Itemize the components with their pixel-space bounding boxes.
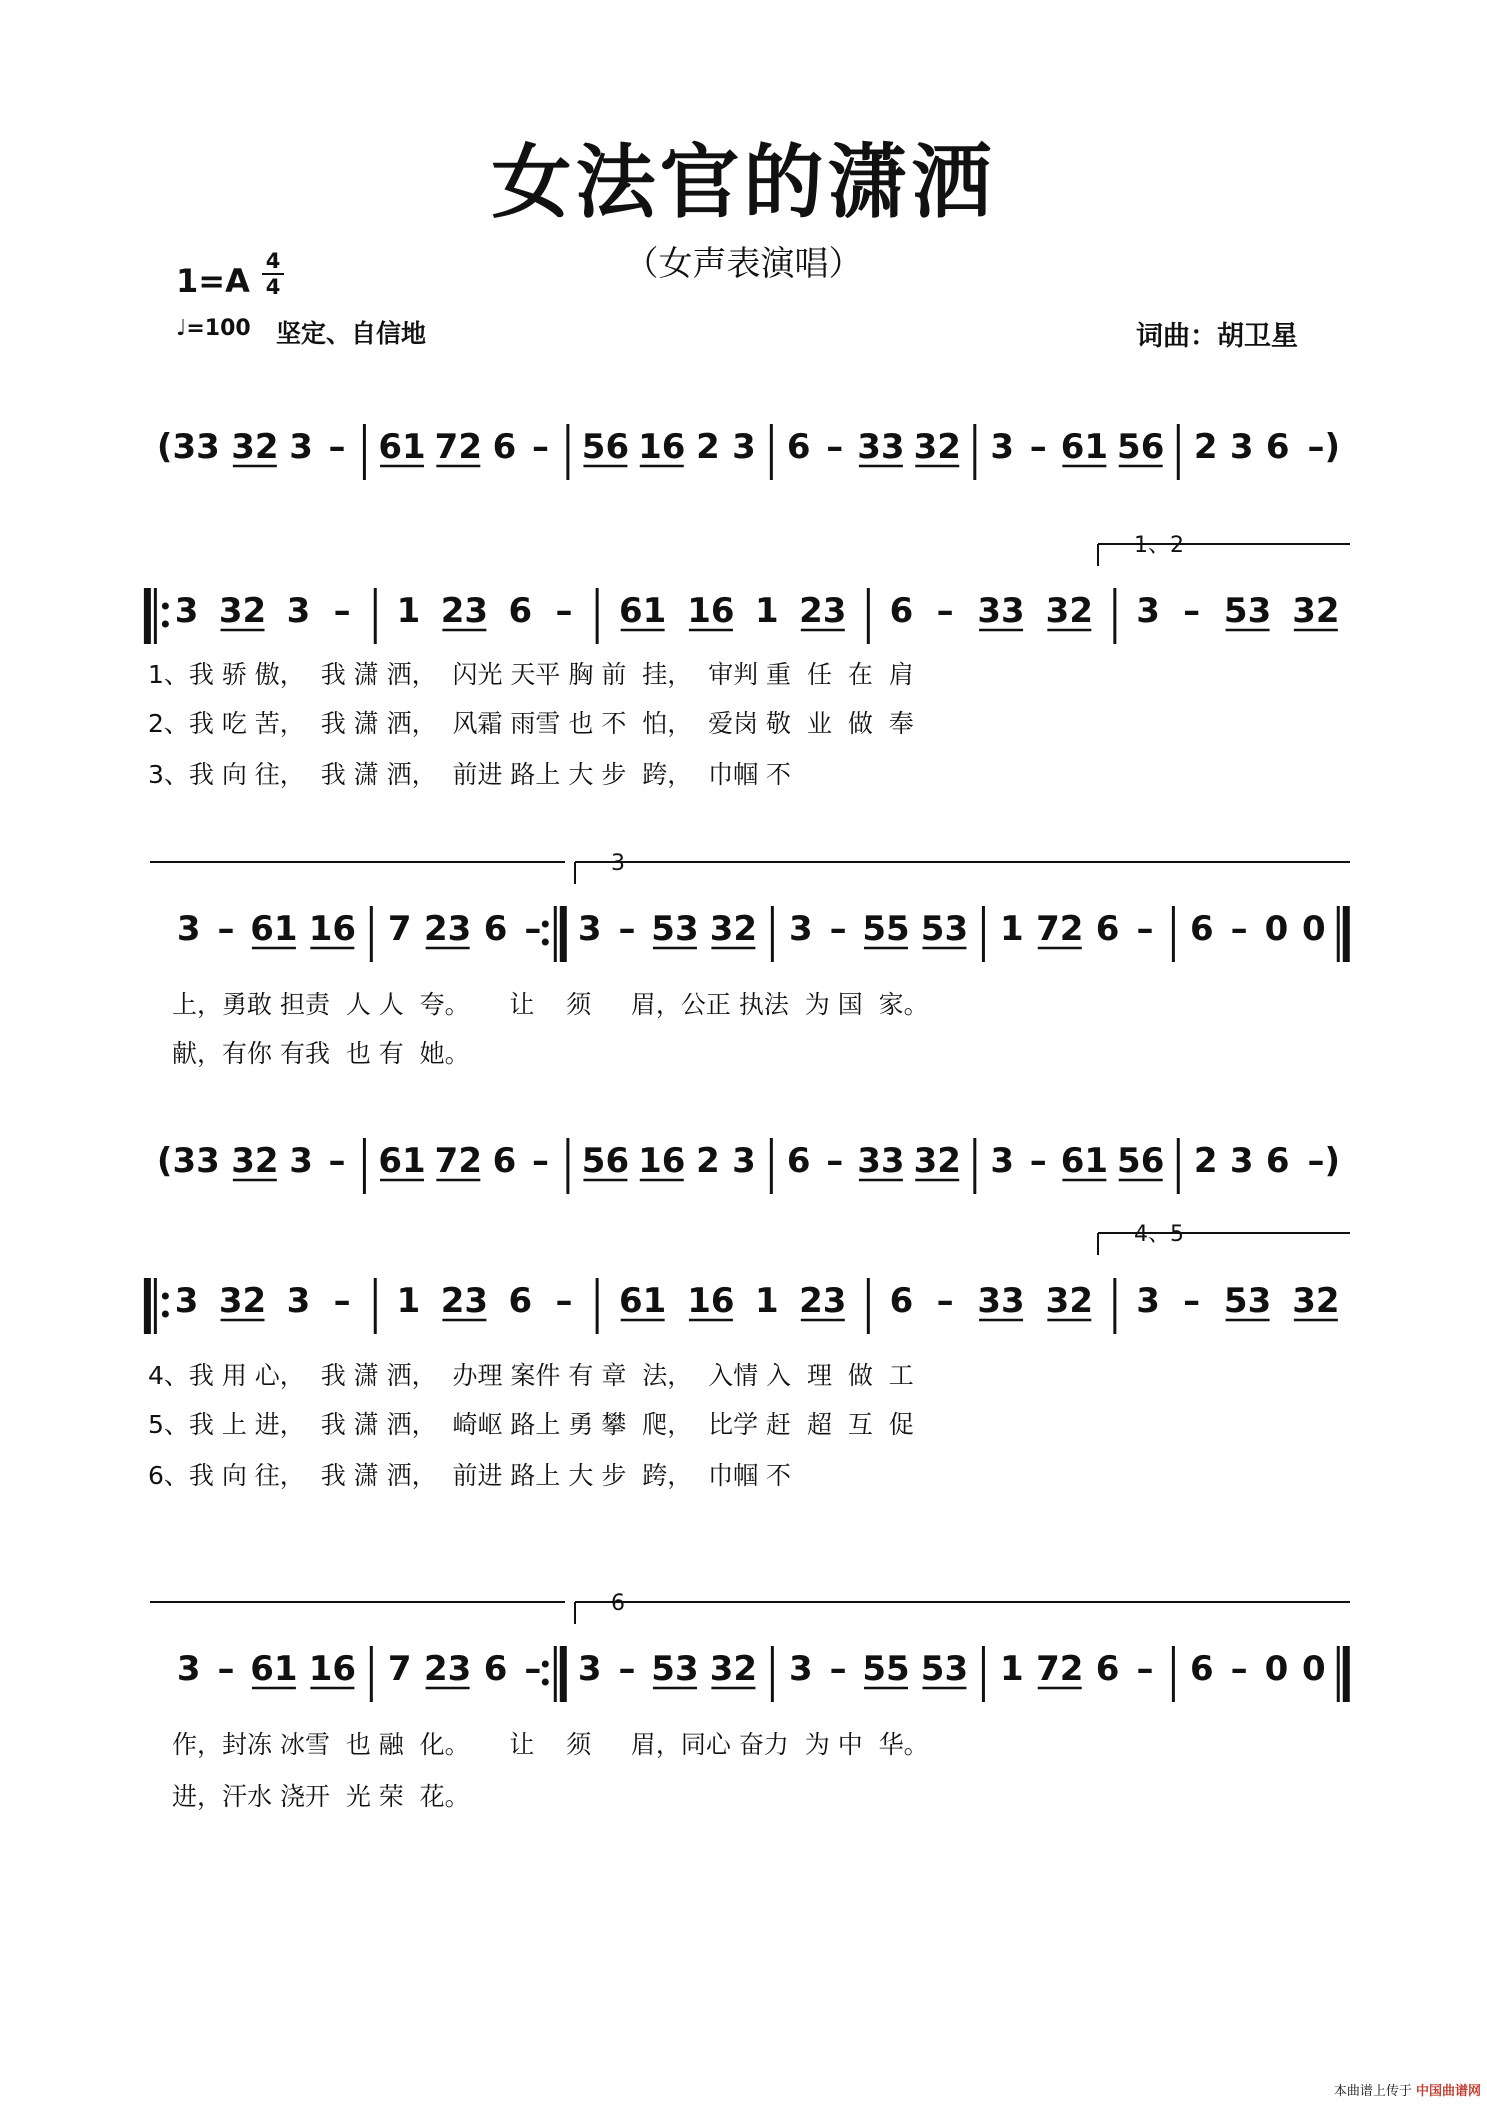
note-group: 32 — [231, 427, 279, 467]
note-group: 3 — [289, 1141, 313, 1181]
note-group: – — [555, 591, 573, 631]
tempo-marking: ♩=100 — [176, 316, 251, 341]
note-group: 32 — [218, 591, 267, 631]
note-group: 72 — [434, 1141, 482, 1181]
note-group: 23 — [799, 591, 847, 631]
note-group: 32 — [913, 1141, 961, 1181]
note-group: 6 — [492, 427, 517, 467]
note-group: 6 — [1095, 1649, 1120, 1689]
lyric-line: 进，汗水 浇开 光 荣 花。 — [172, 1782, 470, 1811]
note-group: – — [328, 427, 346, 467]
note-group: 3 — [788, 909, 813, 949]
note-group: – — [936, 1281, 954, 1321]
note-group: 3 — [174, 591, 199, 631]
volta-label: 6 — [611, 1591, 625, 1616]
note-group: 0 — [1264, 909, 1289, 949]
note-group: – — [333, 591, 351, 631]
volta-label: 3 — [611, 851, 625, 876]
note-group: 61 — [618, 1281, 667, 1321]
note-group: – — [531, 1141, 549, 1181]
note-group: – — [555, 1281, 573, 1321]
note-group: 32 — [913, 427, 961, 467]
note-group: – — [936, 591, 954, 631]
note-group: 53 — [1223, 1281, 1272, 1321]
note-group: – — [1230, 909, 1248, 949]
lyric-line: 作，封冻 冰雪 也 融 化。 让 须 眉，同心 奋力 为 中 华。 — [172, 1730, 929, 1759]
note-group: 3 — [577, 909, 602, 949]
note-group: –) — [1307, 427, 1341, 467]
note-group: 53 — [1223, 591, 1272, 631]
note-group: 53 — [651, 1649, 699, 1689]
note-group: 3 — [1229, 1141, 1254, 1181]
note-group: 1 — [1000, 1649, 1024, 1689]
note-group: 32 — [1292, 591, 1340, 631]
lyric-line: 上，勇敢 担责 人 人 夸。 让 须 眉，公正 执法 为 国 家。 — [172, 990, 929, 1019]
repeat-dot — [542, 921, 549, 928]
song-subtitle: （女声表演唱） — [624, 244, 863, 284]
note-group: – — [829, 1649, 847, 1689]
note-group: 2 — [1193, 1141, 1218, 1181]
note-group: 23 — [423, 1649, 472, 1689]
note-group: – — [829, 909, 847, 949]
note-group: 33 — [977, 591, 1025, 631]
note-group: 23 — [440, 1281, 489, 1321]
note-group: 33 — [977, 1281, 1025, 1321]
note-group: 72 — [434, 427, 482, 467]
note-group: 3 — [577, 1649, 602, 1689]
note-group: 3 — [286, 1281, 311, 1321]
note-group: 2 — [696, 427, 720, 467]
note-group: 32 — [1045, 1281, 1093, 1321]
repeat-dot — [162, 603, 169, 610]
note-group: 23 — [423, 909, 472, 949]
note-group: – — [1029, 427, 1047, 467]
repeat-dot — [542, 1679, 549, 1686]
note-group: 72 — [1036, 909, 1084, 949]
repeat-dot — [162, 1311, 169, 1318]
note-group: 6 — [786, 1141, 811, 1181]
footer-credit — [1334, 2080, 1481, 2099]
note-group: 56 — [1117, 1141, 1165, 1181]
note-group: 53 — [920, 909, 969, 949]
note-group: – — [333, 1281, 351, 1321]
note-group: 16 — [638, 427, 686, 467]
note-group: 3 — [1136, 591, 1160, 631]
note-group: 61 — [250, 909, 298, 949]
composer-credit: 词曲：胡卫星 — [1136, 321, 1298, 352]
time-signature-top: 4 — [265, 249, 281, 273]
note-group: 16 — [638, 1141, 686, 1181]
note-group: 6 — [1265, 1141, 1290, 1181]
note-group: 2 — [696, 1141, 720, 1181]
lyric-line: 1、我 骄 傲， 我 潇 洒， 闪光 天平 胸 前 挂， 审判 重 任 在 肩 — [148, 660, 914, 689]
note-group: 1 — [396, 591, 421, 631]
note-group: 6 — [1265, 427, 1290, 467]
note-group: 33 — [857, 427, 905, 467]
note-group: – — [1183, 1281, 1201, 1321]
note-group: 61 — [1060, 1141, 1109, 1181]
expression-marking: 坚定、自信地 — [276, 319, 427, 348]
note-group: – — [618, 909, 636, 949]
footer-text: 本曲谱上传于 — [1333, 2084, 1412, 2099]
note-group: 3 — [990, 427, 1015, 467]
volta-label: 1、2 — [1134, 533, 1184, 558]
lyric-line: 2、我 吃 苦， 我 潇 洒， 风霜 雨雪 也 不 怕， 爱岗 敬 业 做 奉 — [148, 709, 914, 738]
note-group: 7 — [387, 1649, 412, 1689]
note-group: 6 — [889, 591, 914, 631]
note-group: 6 — [492, 1141, 517, 1181]
repeat-dot — [162, 1293, 169, 1300]
note-group: – — [1136, 909, 1154, 949]
note-group: – — [328, 1141, 346, 1181]
note-group: – — [531, 427, 549, 467]
note-group: 6 — [1189, 909, 1214, 949]
note-group: 53 — [651, 909, 699, 949]
note-group: 16 — [687, 591, 735, 631]
note-group: 3 — [289, 427, 313, 467]
note-group: 32 — [709, 1649, 758, 1689]
note-group: 53 — [920, 1649, 969, 1689]
note-group: 6 — [1189, 1649, 1214, 1689]
note-group: 32 — [218, 1281, 267, 1321]
note-group: 61 — [1060, 427, 1109, 467]
volta-label: 4、5 — [1134, 1222, 1184, 1247]
note-group: 3 — [990, 1141, 1015, 1181]
note-group: (33 — [156, 427, 220, 467]
lyric-line: 4、我 用 心， 我 潇 洒， 办理 案件 有 章 法， 入情 入 理 做 工 — [148, 1361, 914, 1390]
note-group: 72 — [1036, 1649, 1084, 1689]
note-group: 23 — [799, 1281, 847, 1321]
note-group: 56 — [581, 1141, 630, 1181]
note-group: 32 — [1045, 591, 1093, 631]
note-group: (33 — [156, 1141, 220, 1181]
note-group: 16 — [687, 1281, 735, 1321]
note-group: 56 — [581, 427, 630, 467]
note-group: 0 — [1264, 1649, 1289, 1689]
note-group: 6 — [889, 1281, 914, 1321]
song-title: 女法官的潇洒 — [491, 136, 996, 229]
note-group: 3 — [732, 427, 756, 467]
note-group: – — [826, 427, 844, 467]
note-group: 61 — [618, 591, 667, 631]
note-group: – — [1183, 591, 1201, 631]
note-group: 3 — [788, 1649, 813, 1689]
note-group: 6 — [483, 1649, 508, 1689]
note-group: 16 — [308, 1649, 357, 1689]
note-group: 61 — [378, 1141, 426, 1181]
note-group: 1 — [755, 591, 779, 631]
note-group: –) — [1307, 1141, 1341, 1181]
lyric-line: 5、我 上 进， 我 潇 洒， 崎岖 路上 勇 攀 爬， 比学 赶 超 互 促 — [148, 1410, 914, 1439]
note-group: 33 — [857, 1141, 905, 1181]
note-group: 6 — [483, 909, 508, 949]
note-group: 0 — [1302, 909, 1326, 949]
note-group: 7 — [387, 909, 412, 949]
note-group: 3 — [174, 1281, 199, 1321]
note-group: 32 — [709, 909, 758, 949]
lyric-line: 3、我 向 往， 我 潇 洒， 前进 路上 大 步 跨， 巾帼 不 — [148, 760, 792, 789]
note-group: 6 — [786, 427, 811, 467]
note-group: 3 — [176, 1649, 201, 1689]
note-group: 6 — [508, 1281, 533, 1321]
note-group: – — [524, 909, 542, 949]
repeat-dot — [542, 939, 549, 946]
note-group: – — [1136, 1649, 1154, 1689]
note-group: 1 — [755, 1281, 779, 1321]
note-group: 55 — [862, 1649, 910, 1689]
note-group: 3 — [286, 591, 311, 631]
note-group: 23 — [440, 591, 489, 631]
note-group: 61 — [250, 1649, 298, 1689]
note-group: 1 — [396, 1281, 421, 1321]
lyric-line: 献，有你 有我 也 有 她。 — [172, 1039, 470, 1068]
lyric-line: 6、我 向 往， 我 潇 洒， 前进 路上 大 步 跨， 巾帼 不 — [148, 1461, 792, 1490]
note-group: 16 — [308, 909, 357, 949]
note-group: 3 — [1229, 427, 1254, 467]
note-group: 32 — [231, 1141, 279, 1181]
footer-brand: 中国曲谱网 — [1415, 2084, 1481, 2099]
note-group: 1 — [1000, 909, 1024, 949]
note-group: – — [524, 1649, 542, 1689]
note-group: 6 — [1095, 909, 1120, 949]
note-group: 55 — [862, 909, 910, 949]
note-group: – — [618, 1649, 636, 1689]
note-group: – — [217, 1649, 235, 1689]
time-signature-bottom: 4 — [265, 275, 281, 299]
note-group: 3 — [732, 1141, 756, 1181]
note-group: – — [1230, 1649, 1248, 1689]
note-group: 56 — [1117, 427, 1165, 467]
repeat-dot — [162, 621, 169, 628]
note-group: 61 — [378, 427, 426, 467]
note-group: 0 — [1302, 1649, 1326, 1689]
note-group: 2 — [1193, 427, 1218, 467]
repeat-dot — [542, 1661, 549, 1668]
note-group: 3 — [1136, 1281, 1160, 1321]
note-group: 32 — [1292, 1281, 1340, 1321]
note-group: 6 — [508, 591, 533, 631]
note-group: 3 — [176, 909, 201, 949]
note-group: – — [826, 1141, 844, 1181]
key-signature: 1=A — [176, 262, 250, 300]
note-group: – — [1029, 1141, 1047, 1181]
note-group: – — [217, 909, 235, 949]
